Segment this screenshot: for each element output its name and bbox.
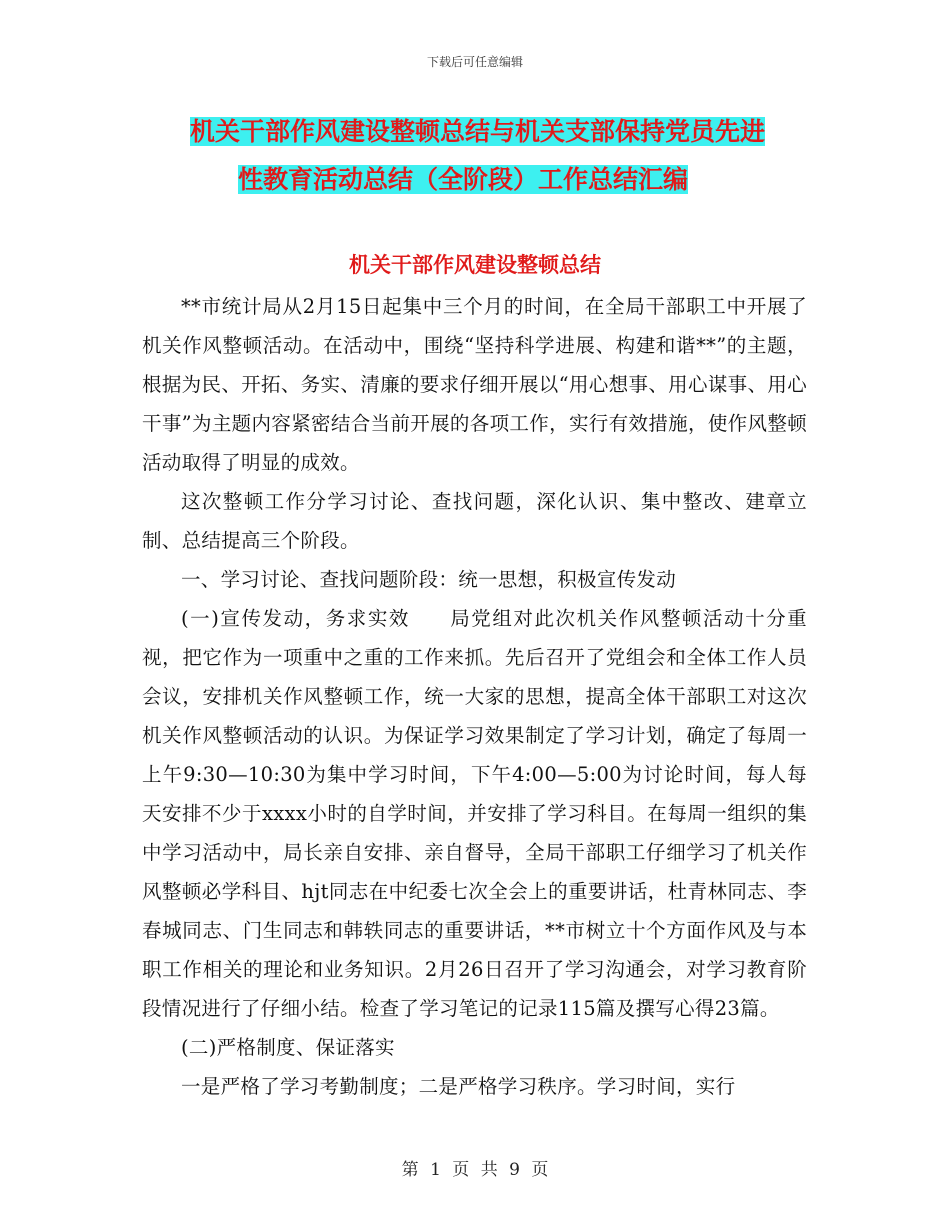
title-line-2: 性教育活动总结（全阶段）工作总结汇编	[238, 165, 689, 194]
paragraph-intro: **市统计局从2月15日起集中三个月的时间，在全局干部职工中开展了机关作风整顿活动。在活动中，围绕“坚持科学进展、构建和谐**”的主题，根据为民、开拓、务实、清廉的要求仔细开展以“用心想事、用心谋事、用心干事”为主题内容紧密结合当前开展的各项工作，实行有效措施，使作风整顿活动取得了明显的成效。	[142, 295, 807, 474]
title-line-1: 机关干部作风建设整顿总结与机关支部保持党员先进	[190, 117, 766, 146]
paragraph-stage-one-heading: 一、学习讨论、查找问题阶段：统一思想，积极宣传发动	[181, 568, 677, 591]
page-number: 第 1 页 共 9 页	[401, 1160, 549, 1180]
header-note: 下载后可任意编辑	[426, 55, 523, 69]
subheading-publicity: (一)宣传发动，务求实效	[181, 607, 410, 630]
document-body	[142, 287, 807, 1106]
paragraph-publicity	[142, 599, 807, 1028]
paragraph-system-heading: (二)严格制度、保证落实	[181, 1036, 395, 1059]
paragraph-publicity-body: 局党组对此次机关作风整顿活动十分重视，把它作为一项重中之重的工作来抓。先后召开了党组会和全体工作人员会议，安排机关作风整顿工作，统一大家的思想，提高全体干部职工对这次机关作风整顿活动的认识。为保证学习效果制定了学习计划，确定了每周一上午9:30—10:30为集中学习时间，下午4:00—5:00为讨论时间，每人每天安排不少于xxxx小时的自学时间，并安排了学习科目。在每周一组织的集中学习活动中，局长亲自安排、亲自督导，全局干部职工仔细学习了机关作风整顿必学科目、hjt同志在中纪委七次全会上的重要讲话，杜青林同志、李春城同志、门生同志和韩轶同志的重要讲话，**市树立十个方面作风及与本职工作相关的理论和业务知识。2月26日召开了学习沟通会，对学习教育阶段情况进行了仔细小结。检查了学习笔记的记录115篇及撰写心得23篇。	[142, 607, 807, 1020]
paragraph-attendance: 一是严格了学习考勤制度；二是严格学习秩序。学习时间，实行	[181, 1075, 736, 1098]
document-title	[190, 108, 830, 204]
paragraph-stages: 这次整顿工作分学习讨论、查找问题，深化认识、集中整改、建章立制、总结提高三个阶段。	[142, 490, 807, 552]
section-title: 机关干部作风建设整顿总结	[349, 253, 601, 277]
